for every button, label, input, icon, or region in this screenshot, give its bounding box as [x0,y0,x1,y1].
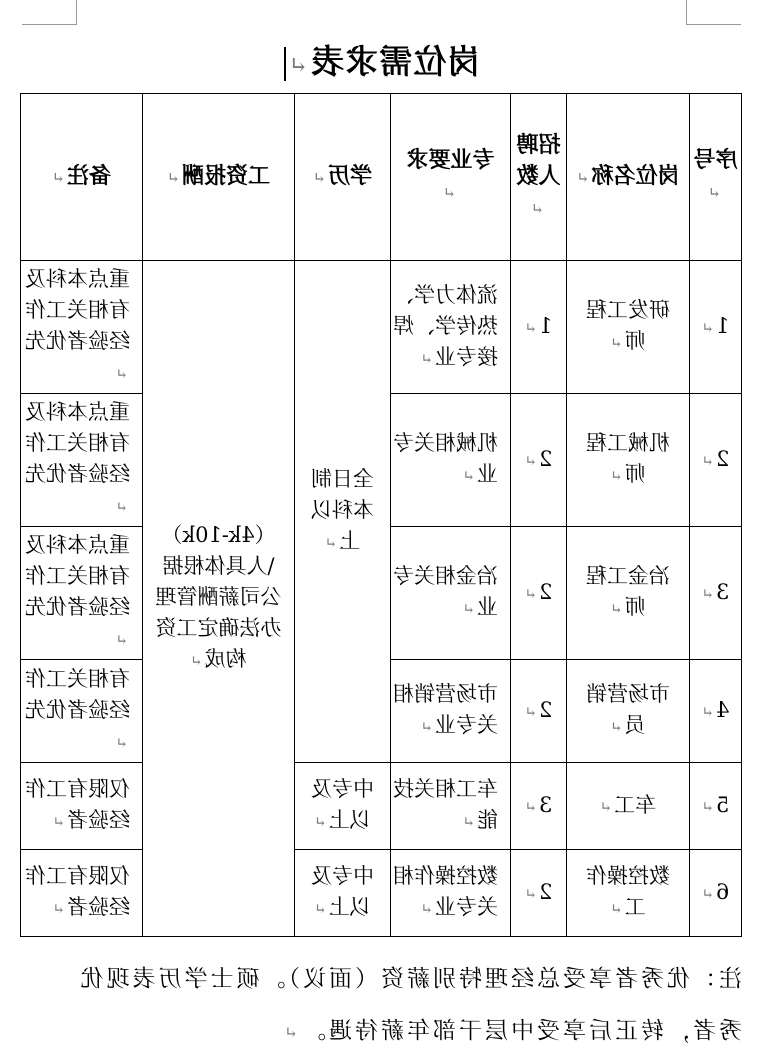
cell-count: 1↵ [511,261,567,394]
cell-seq: 3↵ [690,527,742,660]
footnote-line-1: 注：优秀者享受总经理特别薪资（面议）。硕士学历表现优 [77,966,742,992]
cell-position: 市场营销员↵ [567,660,690,763]
cell-education: 中专及以上↵ [295,850,391,937]
table-row [21,850,742,937]
header-position: 岗位名称↵ [567,94,690,261]
cell-position: 研发工程师↵ [567,261,690,394]
table-header-row [21,94,742,261]
cell-education-merged: 全日制本科以上↵ [295,261,391,763]
title-text: 岗位需求表 [310,42,481,81]
cell-seq: 5↵ [690,763,742,850]
cell-position: 机械工程师↵ [567,394,690,527]
crop-mark-top-right [22,0,77,25]
cell-major: 车工相关技能↵ [391,763,511,850]
text-cursor [284,47,286,81]
cell-seq: 4↵ [690,660,742,763]
cell-seq: 1↵ [690,261,742,394]
cell-position: 车工↵ [567,763,690,850]
footnote-line-2: 秀者，转正后享受中层干部年薪待遇。↵ [281,1018,742,1044]
cell-major: 数控操作相关专业↵ [391,850,511,937]
cell-remark: 重点本科及有相关工作经验者优先↵ [21,394,143,527]
header-seq: 序号↵ [690,94,742,261]
cell-count: 2↵ [511,850,567,937]
crop-mark-top-left [686,0,741,25]
header-salary: 工资报酬↵ [143,94,295,261]
cell-major: 机械相关专业↵ [391,394,511,527]
table-row [21,763,742,850]
cell-seq: 6↵ [690,850,742,937]
paragraph-mark-icon: ↵ [287,53,309,79]
cell-education: 中专及以上↵ [295,763,391,850]
cell-position: 冶金工程师↵ [567,527,690,660]
cell-major: 流体力学、热传学、焊接专业↵ [391,261,511,394]
header-remark: 备注↵ [21,94,143,261]
cell-remark: 重点本科及有相关工作经验者优先↵ [21,527,143,660]
header-education: 学历↵ [295,94,391,261]
cell-major: 冶金相关专业↵ [391,527,511,660]
cell-salary-merged: （4k-10k）\人具体根据公司薪酬管理办法确定工资构成↵ [143,261,295,937]
cell-count: 2↵ [511,394,567,527]
cell-remark: 仅限有工作经验者↵ [21,850,143,937]
table-row [21,261,742,394]
cell-count: 2↵ [511,527,567,660]
job-requirements-table [20,93,742,937]
cell-remark: 仅限有工作经验者↵ [21,763,143,850]
cell-remark: 重点本科及有相关工作经验者优先↵ [21,261,143,394]
document-title[interactable] [0,36,764,83]
cell-position: 数控操作工↵ [567,850,690,937]
header-major: 专业要求↵ [391,94,511,261]
cell-major: 市场营销相关专业↵ [391,660,511,763]
cell-count: 2↵ [511,660,567,763]
cell-remark: 有相关工作经验者优先↵ [21,660,143,763]
cell-count: 3↵ [511,763,567,850]
header-count: 招聘人数↵ [511,94,567,261]
cell-seq: 2↵ [690,394,742,527]
